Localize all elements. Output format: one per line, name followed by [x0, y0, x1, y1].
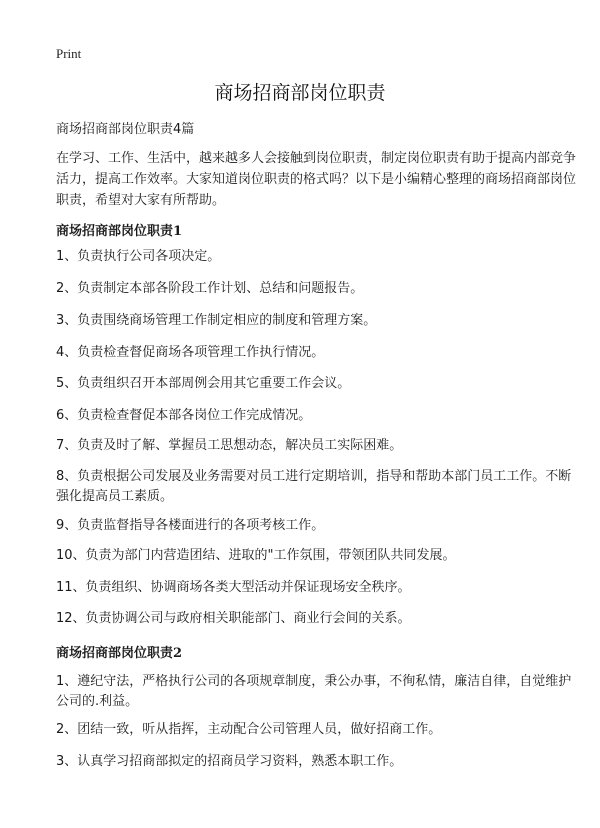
list-item: 6、负责检查督促本部各岗位工作完成情况。 [56, 408, 312, 423]
list-item: 10、负责为部门内营造团结、进取的"工作氛围，带领团队共同发展。 [56, 548, 456, 563]
list-item: 1、遵纪守法，严格执行公司的各项规章制度，秉公办事，不徇私情，廉洁自律，自觉维护公司的.利益。 [56, 674, 572, 709]
list-item: 3、认真学习招商部拟定的招商员学习资料，熟悉本职工作。 [56, 754, 403, 769]
list-item: 11、负责组织、协调商场各类大型活动并保证现场安全秩序。 [56, 580, 411, 595]
list-item: 1、负责执行公司各项决定。 [56, 249, 221, 264]
intro-paragraph: 在学习、工作、生活中，越来越多人会接触到岗位职责，制定岗位职责有助于提高内部竞争活力，提高工作效率。大家知道岗位职责的格式吗？以下是小编精心整理的商场招商部岗位职责，希望对大家有所帮助。 [56, 151, 577, 208]
list-item: 8、负责根据公司发展及业务需要对员工进行定期培训，指导和帮助本部门员工工作。不断强化提高员工素质。 [56, 469, 572, 504]
list-item: 5、负责组织召开本部周例会用其它重要工作会议。 [56, 376, 351, 391]
print-link[interactable]: Print [56, 46, 82, 61]
list-item: 4、负责检查督促商场各项管理工作执行情况。 [56, 345, 325, 360]
list-item: 12、负责协调公司与政府相关职能部门、商业行会间的关系。 [56, 611, 411, 626]
section-heading-1: 商场招商部岗位职责1 [56, 224, 183, 239]
page-title: 商场招商部岗位职责 [214, 82, 386, 104]
list-item: 3、负责围绕商场管理工作制定相应的制度和管理方案。 [56, 313, 377, 328]
list-item: 9、负责监督指导各楼面进行的各项考核工作。 [56, 518, 325, 533]
list-item: 2、负责制定本部各阶段工作计划、总结和问题报告。 [56, 281, 364, 296]
section-heading-2: 商场招商部岗位职责2 [56, 646, 183, 661]
list-item: 2、团结一致，听从指挥，主动配合公司管理人员，做好招商工作。 [56, 722, 442, 737]
list-item: 7、负责及时了解、掌握员工思想动态，解决员工实际困难。 [56, 438, 403, 453]
document-subtitle: 商场招商部岗位职责4篇 [56, 122, 195, 137]
